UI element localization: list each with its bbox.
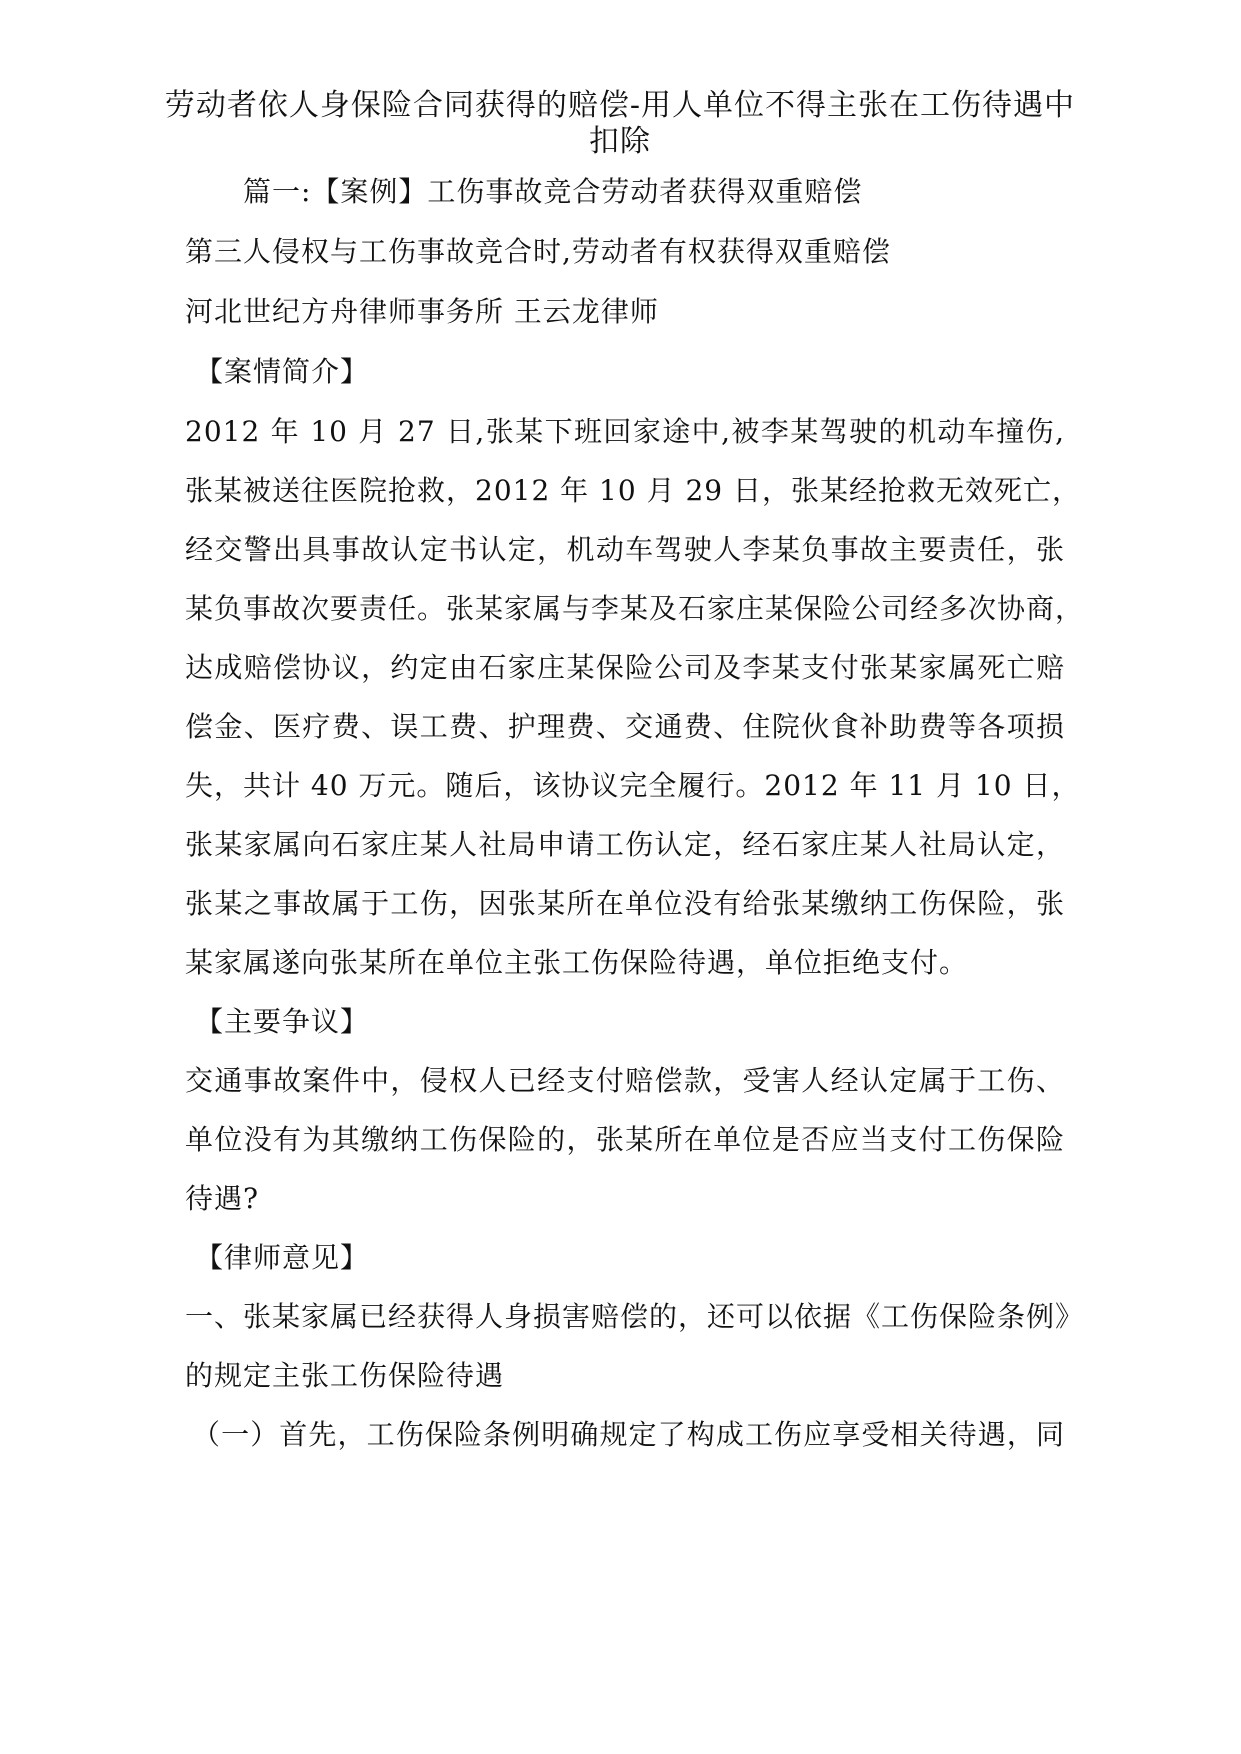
paragraph-line: 单位没有为其缴纳工伤保险的，张某所在单位是否应当支付工伤保险 (185, 1123, 1065, 1156)
paragraph-line: 达成赔偿协议，约定由石家庄某保险公司及李某支付张某家属死亡赔 (185, 651, 1065, 684)
document-title-line-2: 扣除 (589, 124, 651, 159)
paragraph-line: 偿金、医疗费、误工费、护理费、交通费、住院伙食补助费等各项损 (185, 710, 1065, 743)
paragraph-line: 张某被送往医院抢救，2012 年 10 月 29 日，张某经抢救无效死亡， (185, 474, 1082, 507)
article-heading: 第三人侵权与工伤事故竞合时,劳动者有权获得双重赔偿 (185, 235, 891, 268)
paragraph-line: 经交警出具事故认定书认定，机动车驾驶人李某负事故主要责任，张 (185, 533, 1065, 566)
paragraph-line: 一、张某家属已经获得人身损害赔偿的，还可以依据《工伤保险条例》 (185, 1300, 1085, 1333)
section-heading-case-intro: 【案情简介】 (195, 355, 370, 388)
paragraph-line: 待遇? (185, 1182, 260, 1215)
article-subtitle: 篇一:【案例】工伤事故竞合劳动者获得双重赔偿 (243, 175, 863, 208)
sub-point-line: （一）首先，工伤保险条例明确规定了构成工伤应享受相关待遇，同 (192, 1418, 1065, 1451)
author-line: 河北世纪方舟律师事务所 王云龙律师 (185, 295, 659, 328)
paragraph-line: 某家属遂向张某所在单位主张工伤保险待遇，单位拒绝支付。 (185, 946, 969, 979)
section-heading-dispute: 【主要争议】 (195, 1005, 370, 1038)
section-heading-opinion: 【律师意见】 (195, 1241, 370, 1274)
paragraph-line: 的规定主张工伤保险待遇 (185, 1359, 505, 1392)
paragraph-line: 交通事故案件中，侵权人已经支付赔偿款，受害人经认定属于工伤、 (185, 1064, 1065, 1097)
paragraph-line: 某负事故次要责任。张某家属与李某及石家庄某保险公司经多次协商， (185, 592, 1085, 625)
paragraph-line: 失，共计 40 万元。随后，该协议完全履行。2012 年 11 月 10 日， (185, 769, 1081, 802)
paragraph-line: 张某家属向石家庄某人社局申请工伤认定，经石家庄某人社局认定， (185, 828, 1065, 861)
paragraph-line: 张某之事故属于工伤，因张某所在单位没有给张某缴纳工伤保险，张 (185, 887, 1065, 920)
document-title-line-1: 劳动者依人身保险合同获得的赔偿-用人单位不得主张在工伤待遇中 (164, 88, 1076, 123)
paragraph-line: 2012 年 10 月 27 日,张某下班回家途中,被李某驾驶的机动车撞伤, (185, 415, 1065, 448)
